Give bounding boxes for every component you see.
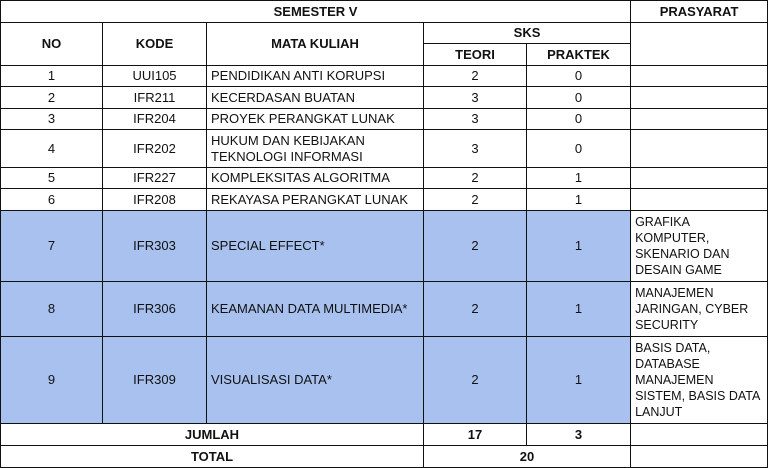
row-praktek: 0: [527, 109, 631, 130]
row-kode: IFR202: [103, 130, 207, 168]
row-no: 6: [1, 189, 103, 211]
table-row: [1, 168, 768, 189]
row-no: 5: [1, 168, 103, 189]
row-teori: 2: [424, 66, 527, 87]
table-row: [1, 66, 768, 87]
row-kode: UUI105: [103, 66, 207, 87]
praktek-header: PRAKTEK: [527, 44, 631, 66]
row-kode: IFR211: [103, 87, 207, 109]
row-mata-kuliah: SPECIAL EFFECT*: [207, 211, 424, 282]
row-no: 4: [1, 130, 103, 168]
row-prasyarat: [631, 189, 768, 211]
row-prasyarat: BASIS DATA, DATABASE MANAJEMEN SISTEM, BASIS DATA LANJUT: [631, 337, 768, 424]
total-value: 20: [424, 446, 631, 468]
row-prasyarat: [631, 130, 768, 168]
jumlah-label: JUMLAH: [1, 424, 424, 446]
table-row: [1, 130, 768, 168]
row-no: 3: [1, 109, 103, 130]
row-mata-kuliah: KECERDASAN BUATAN: [207, 87, 424, 109]
total-label: TOTAL: [1, 446, 424, 468]
semester-header: SEMESTER V: [1, 1, 631, 23]
row-no: 1: [1, 66, 103, 87]
row-praktek: 0: [527, 87, 631, 109]
row-teori: 3: [424, 109, 527, 130]
jumlah-praktek: 3: [527, 424, 631, 446]
row-praktek: 1: [527, 168, 631, 189]
row-teori: 2: [424, 189, 527, 211]
row-praktek: 0: [527, 66, 631, 87]
row-praktek: 1: [527, 189, 631, 211]
prasyarat-header-blank: [631, 23, 768, 66]
table-row: [1, 189, 768, 211]
row-kode: IFR227: [103, 168, 207, 189]
row-teori: 2: [424, 168, 527, 189]
row-teori: 3: [424, 130, 527, 168]
table-row: [1, 282, 768, 337]
sks-header: SKS: [424, 23, 631, 44]
table-row: [1, 211, 768, 282]
row-prasyarat: MANAJEMEN JARINGAN, CYBER SECURITY: [631, 282, 768, 337]
kode-header: KODE: [103, 23, 207, 66]
row-teori: 2: [424, 337, 527, 424]
row-kode: IFR208: [103, 189, 207, 211]
row-prasyarat: [631, 109, 768, 130]
row-mata-kuliah: KEAMANAN DATA MULTIMEDIA*: [207, 282, 424, 337]
teori-header: TEORI: [424, 44, 527, 66]
jumlah-blank: [631, 424, 768, 446]
total-blank: [631, 446, 768, 468]
row-kode: IFR306: [103, 282, 207, 337]
table-row: [1, 109, 768, 130]
row-prasyarat: GRAFIKA KOMPUTER, SKENARIO DAN DESAIN GAME: [631, 211, 768, 282]
row-mata-kuliah: HUKUM DAN KEBIJAKAN TEKNOLOGI INFORMASI: [207, 130, 424, 168]
row-mata-kuliah: VISUALISASI DATA*: [207, 337, 424, 424]
row-prasyarat: [631, 87, 768, 109]
row-mata-kuliah: REKAYASA PERANGKAT LUNAK: [207, 189, 424, 211]
table-row: [1, 87, 768, 109]
row-praktek: 1: [527, 211, 631, 282]
row-mata-kuliah: PENDIDIKAN ANTI KORUPSI: [207, 66, 424, 87]
row-kode: IFR303: [103, 211, 207, 282]
row-praktek: 1: [527, 337, 631, 424]
row-praktek: 1: [527, 282, 631, 337]
row-praktek: 0: [527, 130, 631, 168]
row-mata-kuliah: PROYEK PERANGKAT LUNAK: [207, 109, 424, 130]
row-kode: IFR309: [103, 337, 207, 424]
mata-kuliah-header: MATA KULIAH: [207, 23, 424, 66]
row-no: 8: [1, 282, 103, 337]
row-prasyarat: [631, 66, 768, 87]
row-mata-kuliah: KOMPLEKSITAS ALGORITMA: [207, 168, 424, 189]
no-header: NO: [1, 23, 103, 66]
row-no: 9: [1, 337, 103, 424]
row-kode: IFR204: [103, 109, 207, 130]
row-prasyarat: [631, 168, 768, 189]
jumlah-teori: 17: [424, 424, 527, 446]
table-row: [1, 337, 768, 424]
row-no: 2: [1, 87, 103, 109]
prasyarat-header: PRASYARAT: [631, 1, 768, 23]
row-teori: 2: [424, 282, 527, 337]
row-teori: 2: [424, 211, 527, 282]
row-teori: 3: [424, 87, 527, 109]
row-no: 7: [1, 211, 103, 282]
